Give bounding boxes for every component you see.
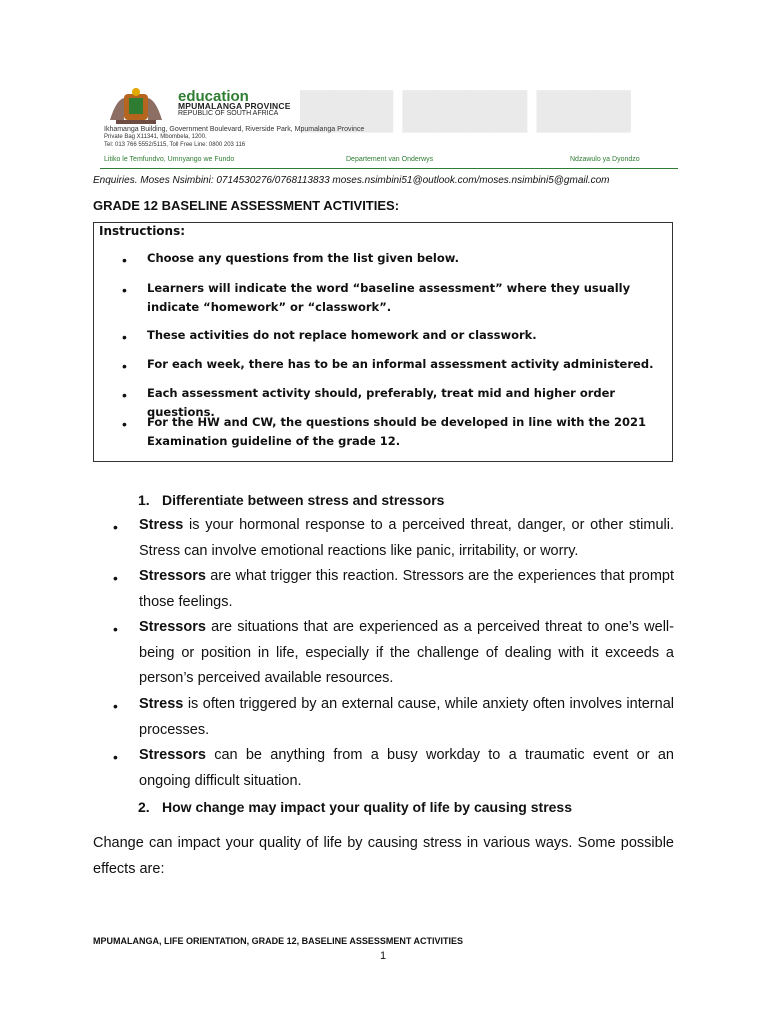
enquiries-line: Enquiries. Moses Nsimbini: 0714530276/0768113833 moses.nsimbini51@outlook.com/moses.nsimbini5@gmail.com xyxy=(93,175,610,186)
bullet-icon: • xyxy=(113,519,118,535)
instructions-heading: Instructions: xyxy=(99,224,186,238)
instruction-item: These activities do not replace homework and or classwork. xyxy=(147,328,537,342)
address-line: Ikhamanga Building, Government Boulevard, Riverside Park, Mpumalanga Province xyxy=(104,126,365,133)
definition: is your hormonal response to a perceived threat, danger, or other stimuli. Stress can involve emotional reactions like panic, irritability, or worry. xyxy=(139,517,674,559)
instruction-item: For each week, there has to be an informal assessment activity administered. xyxy=(147,357,654,371)
question-number: 1. xyxy=(138,492,150,508)
bullet-icon: • xyxy=(113,749,118,765)
coat-of-arms-logo xyxy=(104,86,174,126)
term: Stressors xyxy=(139,568,206,584)
letterhead-divider xyxy=(100,168,678,169)
answer-bullet xyxy=(139,615,674,692)
instruction-item: Learners will indicate the word “baseline assessment” where they usually indicate “homework” or “classwork”. xyxy=(147,281,631,314)
language-tagline: Departement van Onderwys xyxy=(346,156,434,163)
bullet-icon: • xyxy=(113,621,118,637)
term: Stress xyxy=(139,517,184,533)
answer-bullet xyxy=(139,692,674,743)
letterhead-watermark: ▇▇▇ ▇▇▇▇ ▇▇▇ xyxy=(300,87,630,131)
instruction-item: Each assessment activity should, preferably, treat mid and higher order questions. xyxy=(147,386,616,419)
definition: are situations that are experienced as a perceived threat to one’s well-being or position in life, especially if the challenge of dealing with it exceeds a person’s perceived available resources. xyxy=(139,619,674,686)
instruction-item: For the HW and CW, the questions should be developed in line with the 2021 Examination guideline of the grade 12. xyxy=(147,415,646,448)
bullet-icon: • xyxy=(122,329,127,345)
page-footer: MPUMALANGA, LIFE ORIENTATION, GRADE 12, BASELINE ASSESSMENT ACTIVITIES xyxy=(93,936,464,946)
country-name: REPUBLIC OF SOUTH AFRICA xyxy=(178,110,279,117)
question-heading: How change may impact your quality of life by causing stress xyxy=(162,799,572,815)
language-tagline: Ndzawulo ya Dyondzo xyxy=(570,156,640,163)
bullet-icon: • xyxy=(122,387,127,403)
definition: can be anything from a busy workday to a traumatic event or an ongoing difficult situation. xyxy=(139,747,674,789)
term: Stressors xyxy=(139,619,206,635)
bullet-icon: • xyxy=(113,698,118,714)
bullet-icon: • xyxy=(122,252,127,268)
province-name: MPUMALANGA PROVINCE xyxy=(178,101,291,111)
document-title: GRADE 12 BASELINE ASSESSMENT ACTIVITIES: xyxy=(93,198,400,213)
question-number: 2. xyxy=(138,799,150,815)
definition: is often triggered by an external cause, while anxiety often involves internal processes. xyxy=(139,696,674,738)
term: Stressors xyxy=(139,747,206,763)
answer-bullet xyxy=(139,513,674,564)
bullet-icon: • xyxy=(113,570,118,586)
term: Stress xyxy=(139,696,184,712)
bullet-icon: • xyxy=(122,416,127,432)
answer-bullet xyxy=(139,564,674,615)
address-line: Private Bag X11341, Mbombela, 1200. xyxy=(104,134,207,140)
bullet-icon: • xyxy=(122,358,127,374)
dept-name: education xyxy=(178,88,249,105)
page-number: 1 xyxy=(380,950,387,962)
instruction-item: Choose any questions from the list given below. xyxy=(147,251,460,265)
address-line: Tel: 013 766 5552/5115, Toll Free Line: 0800 203 116 xyxy=(104,142,246,148)
answer-bullet xyxy=(139,743,674,794)
definition: are what trigger this reaction. Stressors are the experiences that prompt those feelings. xyxy=(139,568,674,610)
bullet-icon: • xyxy=(122,282,127,298)
language-tagline: Litiko le Temfundvo, Umnyango we Fundo xyxy=(104,156,235,163)
question-heading: Differentiate between stress and stressors xyxy=(162,492,445,508)
body-paragraph: Change can impact your quality of life by causing stress in various ways. Some possible effects are: xyxy=(93,835,674,877)
